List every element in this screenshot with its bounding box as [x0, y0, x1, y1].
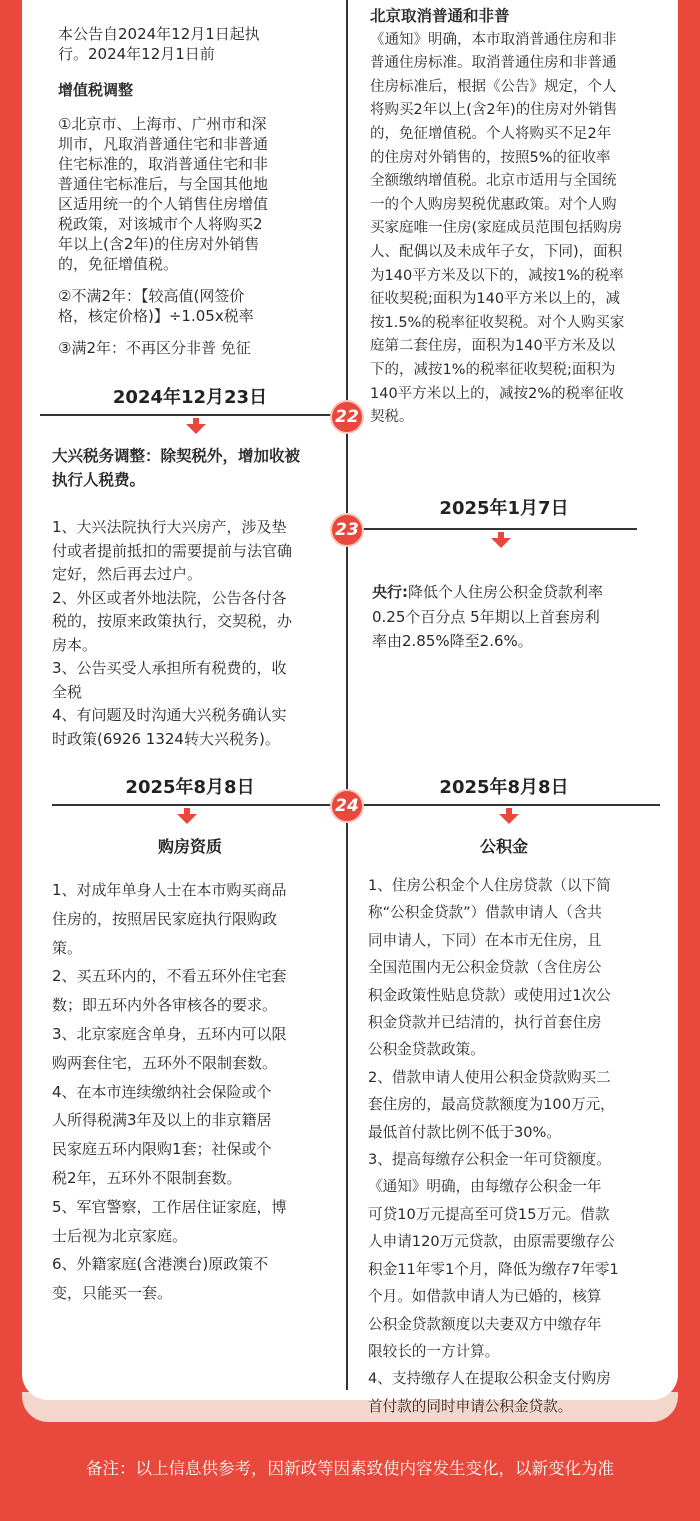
- date-2025-08-08-left: 2025年8月8日: [125, 777, 255, 798]
- timeline-divider-22: [40, 414, 347, 416]
- housing-fund-line: 3、提高每缴存公积金一年可贷额度。: [368, 1151, 611, 1169]
- pboc-line: 降低个人住房公积金贷款利率: [408, 583, 604, 601]
- date-2025-01-07: 2025年1月7日: [439, 498, 569, 519]
- beijing-body-line: 普通住房标准。取消普通住房和非普通: [370, 55, 617, 72]
- housing-fund-line: 称“公积金贷款”）借款申请人（含共: [368, 904, 603, 922]
- beijing-body-line: 征收契税;面积为140平方米以上的，减: [370, 291, 621, 308]
- arrow-down-icon: [491, 532, 511, 548]
- daxing-body-line: 时政策(6926 1324转大兴税务)。: [52, 729, 280, 748]
- purchase-eligibility-body: [52, 876, 342, 1308]
- vat-p2-line: ②不满2年：【较高值(网签价: [58, 287, 245, 305]
- housing-fund-line: 4、支持缴存人在提取公积金支付购房: [368, 1370, 611, 1388]
- housing-fund-line: 限较长的一方计算。: [368, 1342, 500, 1360]
- beijing-title: 北京取消普通和非普: [370, 7, 510, 25]
- beijing-body-line: 下的，减按1%的税率征收契税;面积为: [370, 361, 616, 378]
- milestone-badge-22: 22: [330, 400, 364, 434]
- housing-fund-line: 全国范围内无公积金贷款（含住房公: [368, 959, 602, 977]
- housing-fund-line: 1、住房公积金个人住房贷款（以下简: [368, 877, 611, 894]
- daxing-body-line: 2、外区或者外地法院，公告各付各: [52, 588, 287, 607]
- right-top-block: [370, 5, 670, 430]
- beijing-body-line: 买家庭唯一住房(家庭成员范围包括购房: [370, 220, 623, 237]
- arrow-down-icon: [186, 418, 206, 434]
- beijing-body-line: 《通知》明确，本市取消普通住房和非: [370, 31, 617, 48]
- vat-p1-line: 的，免征增值税。: [58, 255, 179, 273]
- housing-fund-title: 公积金: [479, 837, 528, 856]
- purchase-eligibility-line: 3、北京家庭含单身，五环内可以限: [52, 1024, 287, 1043]
- daxing-body-line: 税的，按原来政策执行，交契税，办: [52, 612, 293, 630]
- daxing-title: [52, 444, 342, 492]
- purchase-eligibility-line: 数；即五环内外各审核各的要求。: [52, 996, 278, 1015]
- housing-fund-line: 可贷10万元提高至可贷15万元。借款: [368, 1205, 610, 1223]
- purchase-eligibility-line: 2、买五环内的，不看五环外住宅套: [52, 967, 287, 986]
- vat-p1-line: 区适用统一的个人销售住房增值: [58, 195, 269, 213]
- date-2024-12-23: 2024年12月23日: [112, 387, 268, 408]
- vat-p1-line: 税政策，对该城市个人将购买2: [58, 215, 263, 233]
- pboc-block: [372, 580, 662, 654]
- milestone-badge-24: 24: [330, 789, 364, 823]
- daxing-title-line: 大兴税务调整：除契税外，增加收被: [52, 447, 301, 465]
- housing-fund-line: 积金贷款并已结清的，执行首套住房: [368, 1014, 602, 1032]
- purchase-eligibility-line: 民家庭五环内限购1套；社保或个: [52, 1140, 272, 1159]
- beijing-body: [370, 29, 670, 430]
- arrow-down-icon: [177, 808, 197, 824]
- purchase-eligibility-line: 5、军官警察，工作居住证家庭，博: [52, 1197, 287, 1216]
- purchase-eligibility-line: 税2年，五环外不限制套数。: [52, 1168, 242, 1187]
- vat-p1-line: 年以上(含2年)的住房对外销售: [58, 235, 260, 253]
- purchase-eligibility-line: 购两套住宅，五环外不限制套数。: [52, 1053, 278, 1072]
- beijing-body-line: 将购买2年以上(含2年)的住房对外销售: [370, 102, 618, 119]
- daxing-body-line: 付或者提前抵扣的需要提前与法官确: [52, 541, 293, 560]
- daxing-body-line: 房本。: [52, 635, 98, 654]
- timeline-divider-23: [347, 528, 637, 530]
- purchase-eligibility-line: 策。: [52, 938, 83, 957]
- milestone-badge-23: 23: [330, 513, 364, 547]
- beijing-body-line: 全额缴纳增值税。北京市适用与全国统: [370, 173, 617, 190]
- purchase-eligibility-line: 4、在本市连续缴纳社会保险或个: [52, 1082, 272, 1101]
- housing-fund-line: 《通知》明确，由每缴存公积金一年: [368, 1178, 602, 1196]
- vat-p2-line: 格，核定价格)】÷1.05x税率: [58, 307, 254, 325]
- purchase-eligibility-line: 1、对成年单身人士在本市购买商品: [52, 881, 287, 899]
- date-2025-08-08-right: 2025年8月8日: [439, 777, 569, 798]
- pboc-line: 率由2.85%降至2.6%。: [372, 632, 533, 650]
- daxing-body-line: 全税: [52, 682, 83, 701]
- beijing-body-line: 的住房对外销售的，按照5%的征收率: [370, 149, 611, 166]
- beijing-body-line: 为140平方米及以下的，减按1%的税率: [370, 267, 624, 284]
- beijing-body-line: 人、配偶以及未成年子女，下同)，面积: [370, 243, 623, 260]
- housing-fund-line: 最低首付款比例不低于30%。: [368, 1123, 561, 1141]
- daxing-body-line: 定好，然后再去过户。: [52, 565, 203, 583]
- pboc-line: 0.25个百分点 5年期以上首套房利: [372, 607, 600, 626]
- housing-fund-body: [368, 872, 668, 1420]
- intro-line: 本公告自2024年12月1日起执: [58, 25, 260, 43]
- daxing-body: [52, 516, 342, 751]
- daxing-body-line: 4、有问题及时沟通大兴税务确认实: [52, 706, 287, 724]
- beijing-body-line: 庭第二套住房，面积为140平方米及以: [370, 338, 616, 355]
- purchase-eligibility-line: 6、外籍家庭(含港澳台)原政策不: [52, 1255, 269, 1274]
- beijing-body-line: 契税。: [370, 409, 414, 426]
- purchase-eligibility-line: 士后视为北京家庭。: [52, 1226, 188, 1245]
- daxing-body-line: 1、大兴法院执行大兴房产，涉及垫: [52, 518, 287, 536]
- vat-p1-line: 普通住宅标准后，与全国其他地: [58, 175, 269, 193]
- housing-fund-line: 同申请人，下同）在本市无住房，且: [368, 931, 602, 949]
- housing-fund-line: 公积金贷款政策。: [368, 1041, 485, 1059]
- vat-title: 增值税调整: [58, 81, 134, 99]
- housing-fund-line: 积金政策性贴息贷款）或使用过1次公: [368, 986, 611, 1004]
- left-top-block: [58, 24, 338, 358]
- housing-fund-line: 人申请120万元贷款，由原需要缴存公: [368, 1233, 615, 1251]
- pboc-label: 央行:: [372, 583, 408, 601]
- purchase-eligibility-title: 购房资质: [157, 837, 222, 856]
- vat-p1-line: 住宅标准的，取消普通住宅和非: [58, 155, 269, 173]
- purchase-eligibility-line: 变，只能买一套。: [52, 1284, 173, 1303]
- housing-fund-line: 公积金贷款额度以夫妻双方中缴存年: [368, 1315, 602, 1333]
- housing-fund-line: 套住房的，最高贷款额度为100万元，: [368, 1096, 615, 1114]
- vat-p3-line: ③满2年：不再区分非普 免征: [58, 339, 251, 357]
- purchase-eligibility-line: 人所得税满3年及以上的非京籍居: [52, 1111, 272, 1130]
- purchase-eligibility-line: 住房的，按照居民家庭执行限购政: [52, 909, 278, 928]
- intro-line: 行。2024年12月1日前: [58, 45, 215, 63]
- vat-p1-line: ①北京市、上海市、广州市和深: [58, 115, 267, 133]
- timeline-vertical-line: [346, 0, 348, 1390]
- housing-fund-line: 积金11年零1个月，降低为缴存7年零1: [368, 1260, 619, 1278]
- daxing-title-line: 执行人税费。: [52, 471, 146, 489]
- arrow-down-icon: [499, 808, 519, 824]
- housing-fund-line: 2、借款申请人使用公积金贷款购买二: [368, 1068, 611, 1086]
- beijing-body-line: 按1.5%的税率征收契税。对个人购买家: [370, 314, 625, 331]
- footer-note: 备注：以上信息供参考，因新政等因素致使内容发生变化，以新变化为准: [86, 1459, 614, 1478]
- vat-p1-line: 圳市，凡取消普通住宅和非普通: [58, 135, 269, 153]
- beijing-body-line: 住房标准后，根据《公告》规定，个人: [370, 78, 617, 95]
- beijing-body-line: 140平方米以上的，减按2%的税率征收: [370, 385, 624, 402]
- beijing-body-line: 的，免征增值税。个人将购买不足2年: [370, 125, 612, 142]
- daxing-body-line: 3、公告买受人承担所有税费的，收: [52, 659, 287, 677]
- housing-fund-line: 首付款的同时申请公积金贷款。: [368, 1397, 573, 1415]
- beijing-body-line: 一的个人购房契税优惠政策。对个人购: [370, 196, 617, 213]
- housing-fund-line: 个月。如借款申请人为已婚的，核算: [368, 1288, 602, 1306]
